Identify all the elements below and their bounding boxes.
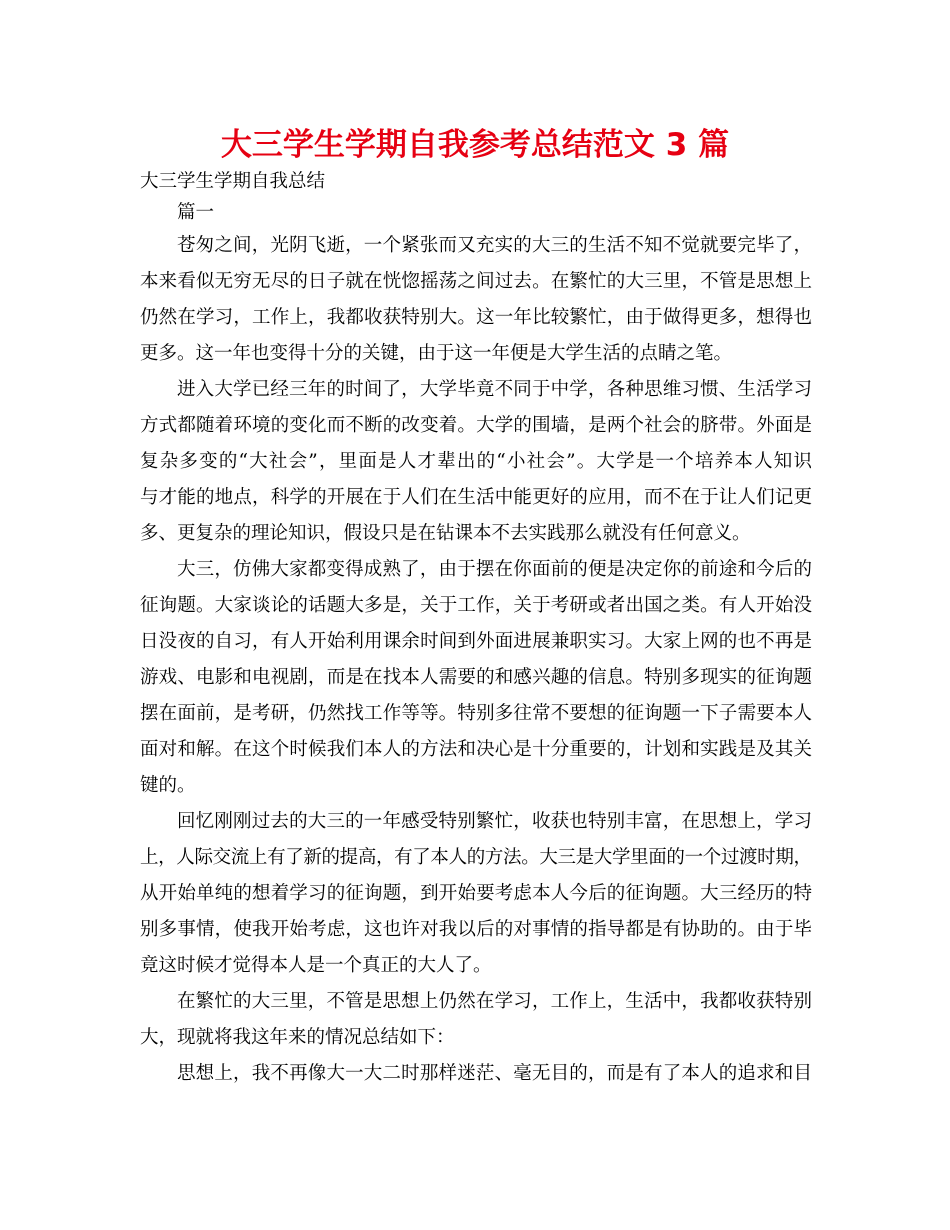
paragraph-line: 本来看似无穷无尽的日子就在恍惚摇荡之间过去。在繁忙的大三里，不管是思想上 — [140, 271, 813, 292]
section-label: 篇一 — [177, 202, 215, 223]
paragraph-line: 回忆刚刚过去的大三的一年感受特别繁忙，收获也特别丰富，在思想上，学习 — [177, 811, 813, 832]
paragraph-line: 游戏、电影和电视剧，而是在找本人需要的和感兴趣的信息。特别多现实的征询题 — [140, 667, 813, 688]
document-body — [140, 228, 812, 1092]
document-title: 大三学生学期自我参考总结范文 3 篇 — [220, 127, 730, 163]
paragraph-line: 别多事情，使我开始考虑，这也许对我以后的对事情的指导都是有协助的。由于毕 — [140, 919, 813, 940]
document-subtitle: 大三学生学期自我总结 — [140, 171, 326, 192]
paragraph — [140, 1056, 812, 1092]
paragraph-line: 仍然在学习，工作上，我都收获特别大。这一年比较繁忙，由于做得更多，想得也 — [140, 307, 813, 328]
paragraph-line: 大三，仿佛大家都变得成熟了，由于摆在你面前的便是决定你的前途和今后的 — [177, 559, 813, 580]
paragraph-line: 进入大学已经三年的时间了，大学毕竟不同于中学，各种思维习惯、生活学习 — [177, 379, 813, 400]
paragraph-line: 与才能的地点，科学的开展在于人们在生活中能更好的应用，而不在于让人们记更 — [140, 487, 813, 508]
paragraph-line: 在繁忙的大三里，不管是思想上仍然在学习，工作上，生活中，我都收获特别 — [177, 991, 813, 1012]
paragraph-line: 征询题。大家谈论的话题大多是，关于工作，关于考研或者出国之类。有人开始没 — [140, 595, 813, 616]
paragraph-line: 竟这时候才觉得本人是一个真正的大人了。 — [140, 955, 492, 976]
paragraph — [140, 228, 812, 372]
paragraph-line: 上，人际交流上有了新的提高，有了本人的方法。大三是大学里面的一个过渡时期， — [140, 847, 812, 868]
paragraph-line: 日没夜的自习，有人开始利用课余时间到外面进展兼职实习。大家上网的也不再是 — [140, 631, 813, 652]
paragraph — [140, 804, 812, 984]
paragraph — [140, 552, 812, 804]
paragraph-line: 多、更复杂的理论知识，假设只是在钻课本不去实践那么就没有任何意义。 — [140, 523, 751, 544]
document-content — [140, 166, 812, 1092]
paragraph-line: 面对和解。在这个时候我们本人的方法和决心是十分重要的，计划和实践是及其关 — [140, 739, 813, 760]
paragraph — [140, 984, 812, 1056]
paragraph-line: 更多。这一年也变得十分的关键，由于这一年便是大学生活的点睛之笔。 — [140, 343, 733, 364]
paragraph — [140, 372, 812, 552]
paragraph-line: 方式都随着环境的变化而不断的改变着。大学的围墙，是两个社会的脐带。外面是 — [140, 415, 813, 436]
paragraph-line: 键的。 — [140, 775, 196, 796]
paragraph-line: 大，现就将我这年来的情况总结如下： — [140, 1027, 455, 1048]
paragraph-line: 苍匆之间，光阴飞逝，一个紧张而又充实的大三的生活不知不觉就要完毕了， — [177, 235, 813, 256]
paragraph-line: 复杂多变的“大社会”，里面是人才辈出的“小社会”。大学是一个培养本人知识 — [140, 451, 814, 472]
paragraph-line: 思想上，我不再像大一大二时那样迷茫、毫无目的，而是有了本人的追求和目 — [177, 1063, 813, 1084]
paragraph-line: 从开始单纯的想着学习的征询题，到开始要考虑本人今后的征询题。大三经历的特 — [140, 883, 813, 904]
paragraph-line: 摆在面前，是考研，仍然找工作等等。特别多往常不要想的征询题一下子需要本人 — [140, 703, 813, 724]
